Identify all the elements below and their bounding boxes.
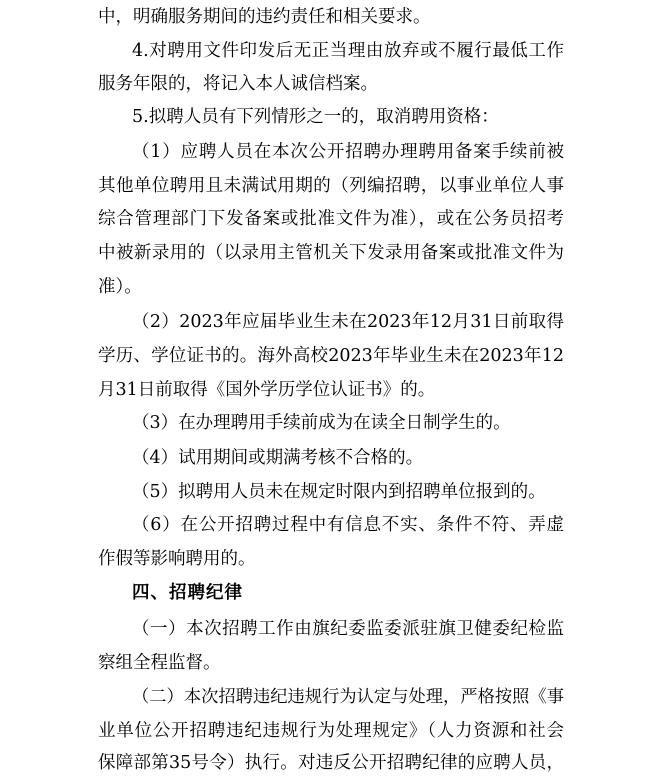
section-heading: 四、招聘纪律 xyxy=(132,583,243,603)
text-line: 5.拟聘人员有下列情形之一的，取消聘用资格： xyxy=(132,107,499,127)
text-line: （一）本次招聘工作由旗纪委监委派驻旗卫健委纪检监 xyxy=(132,619,564,639)
text-line: 作假等影响聘用的。 xyxy=(98,549,256,569)
text-line: 学历、学位证书的。海外高校2023年毕业生未在2023年12 xyxy=(98,346,564,366)
text-line: 察组全程监督。 xyxy=(98,653,221,673)
text-line: （6）在公开招聘过程中有信息不实、条件不符、弄虚 xyxy=(132,515,564,535)
text-line: 其他单位聘用且未满试用期的（列编招聘，以事业单位人事 xyxy=(98,176,564,196)
text-line: 准）。 xyxy=(98,277,142,297)
text-line: 保障部第35号令）执行。对违反公开招聘纪律的应聘人员， xyxy=(98,753,564,773)
text-line: 中被新录用的（以录用主管机关下发录用备案或批准文件为 xyxy=(98,243,564,263)
text-line: （5）拟聘用人员未在规定时限内到招聘单位报到的。 xyxy=(132,482,546,502)
text-line: （3）在办理聘用手续前成为在读全日制学生的。 xyxy=(132,413,511,433)
text-line: （4）试用期间或期满考核不合格的。 xyxy=(132,448,424,468)
text-line: （2）2023年应届毕业生未在2023年12月31日前取得 xyxy=(132,312,564,332)
text-line: 业单位公开招聘违纪违规行为处理规定》（人力资源和社会 xyxy=(98,721,564,741)
text-line: 服务年限的，将记入本人诚信档案。 xyxy=(98,74,378,94)
text-line: 中，明确服务期间的违约责任和相关要求。 xyxy=(98,7,431,27)
text-line: 综合管理部门下发备案或批准文件为准），或在公务员招考 xyxy=(98,209,564,229)
text-line: （二）本次招聘违纪违规行为认定与处理，严格按照《事 xyxy=(132,687,564,707)
text-line: 月31日前取得《国外学历学位认证书》的。 xyxy=(98,380,436,400)
text-line: （1）应聘人员在本次公开招聘办理聘用备案手续前被 xyxy=(132,142,564,162)
text-line: 4.对聘用文件印发后无正当理由放弃或不履行最低工作 xyxy=(132,41,564,61)
